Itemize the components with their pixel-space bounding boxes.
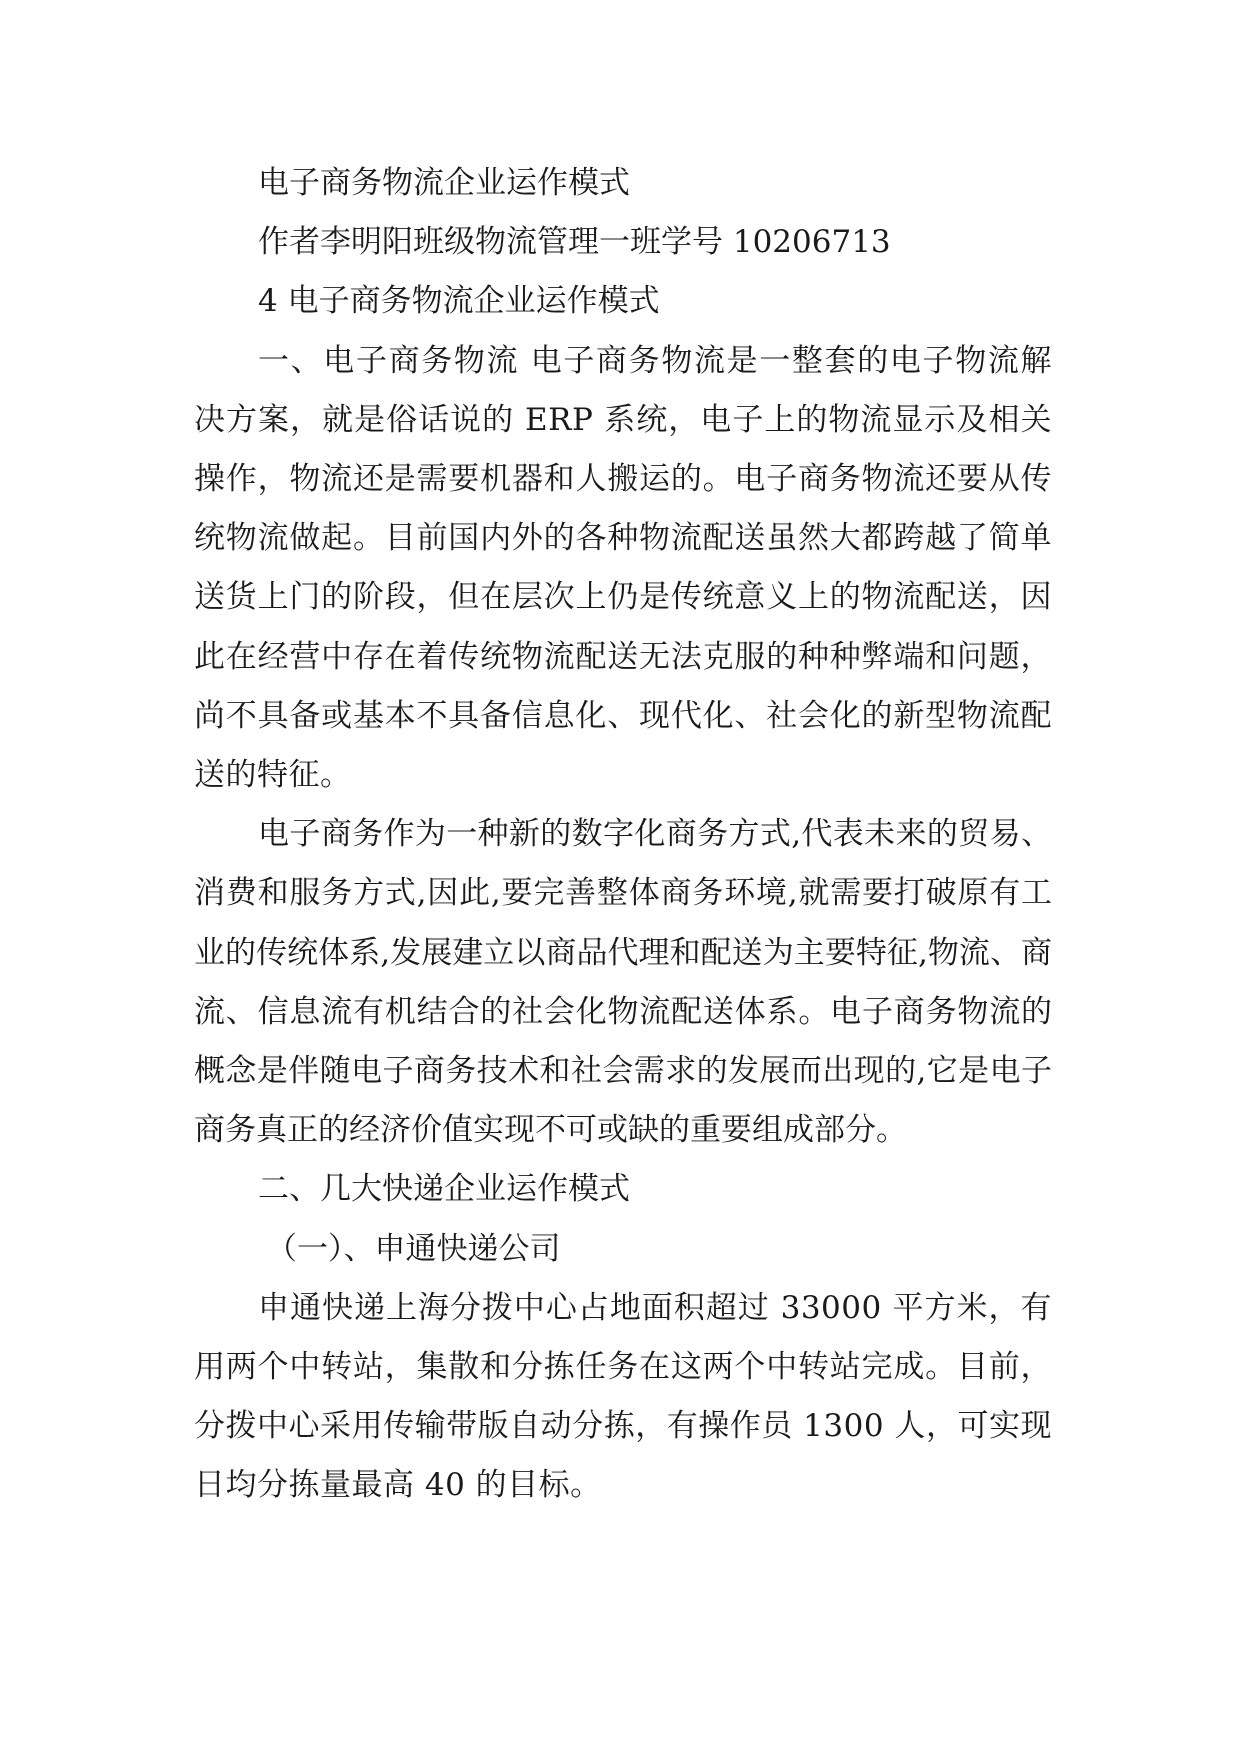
document-body <box>194 154 1052 1516</box>
section-heading: 二、几大快递企业运作模式 <box>258 1171 630 1208</box>
subsection-heading: （一）、申通快递公司 <box>266 1230 561 1267</box>
paragraph-ecommerce-logistics: 一、电子商务物流 电子商务物流是一整套的电子物流解决方案，就是俗话说的 ERP 系统，电子上的物流显示及相关操作，物流还是需要机器和人搬运的。电子商务物流还要从传统物流做起。目前国内外的各种物流配送虽然大都跨越了简单送货上门的阶段，但在层次上仍是传统意义上的物流配送，因此在经营中存在着传统物流配送无法克服的种种弊端和问题，尚不具备或基本不具备信息化、现代化、社会化的新型物流配送的特征。 <box>194 342 1052 794</box>
chapter-heading: 4 电子商务物流企业运作模式 <box>258 283 660 320</box>
document-title: 电子商务物流企业运作模式 <box>258 165 630 201</box>
author-line: 作者李明阳班级物流管理一班学号 10206713 <box>258 224 891 261</box>
paragraph-sto-express: 申通快递上海分拨中心占地面积超过 33000 平方米，有用两个中转站，集散和分拣任务在这两个中转站完成。目前，分拨中心采用传输带版自动分拣，有操作员 1300 人，可实现日均分拣量最高 40 的目标。 <box>194 1289 1052 1504</box>
paragraph-ecommerce-concept: 电子商务作为一种新的数字化商务方式,代表未来的贸易、消费和服务方式,因此,要完善整体商务环境,就需要打破原有工业的传统体系,发展建立以商品代理和配送为主要特征,物流、商流、信息流有机结合的社会化物流配送体系。电子商务物流的概念是伴随电子商务技术和社会需求的发展而出现的,它是电子商务真正的经济价值实现不可或缺的重要组成部分。 <box>194 816 1052 1149</box>
